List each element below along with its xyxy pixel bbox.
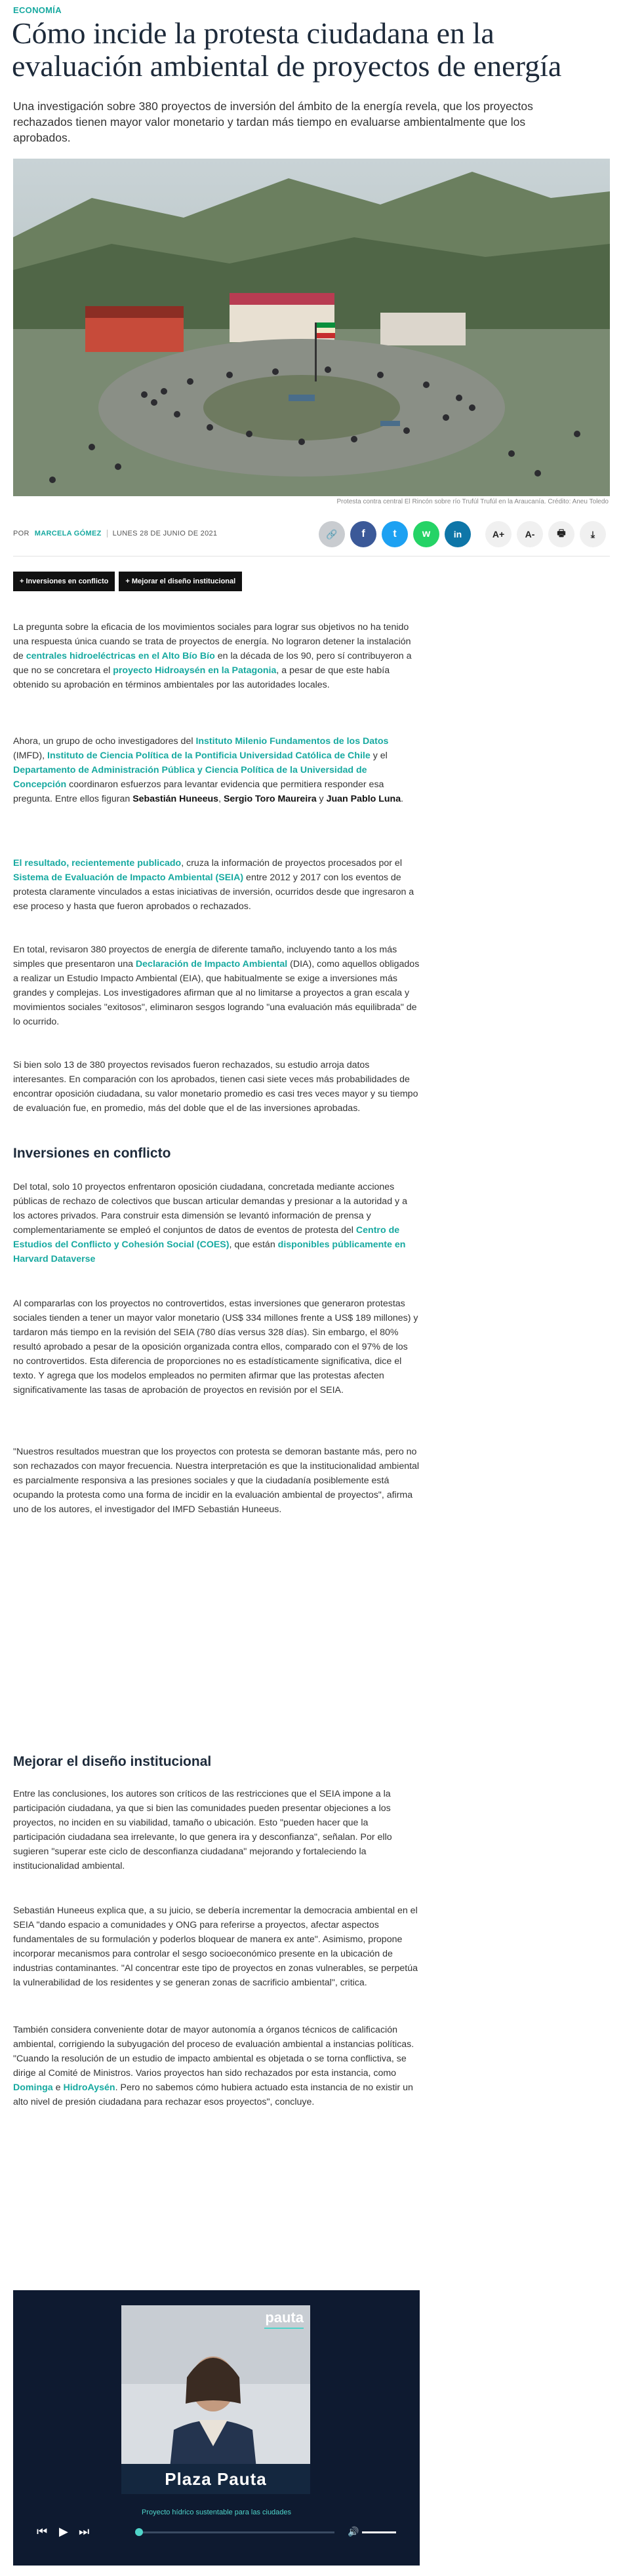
author-name: Sergio Toro Maureira xyxy=(223,794,317,804)
article-headline: Cómo incide la protesta ciudadana en la evaluación ambiental de proyectos de energía xyxy=(12,16,562,83)
text: En total, revisaron 380 proyectos de energía de diferente tamaño, incluyendo tanto a los más simples que presentaron una xyxy=(13,945,397,969)
whatsapp-icon[interactable]: w xyxy=(413,521,439,547)
text: (DIA), como aquellos obligados a realizar un Estudio Impacto Ambiental (EIA), que habitualmente se exige a inversiones más grandes y complejas. Los investigadores afirman que al no limitarse a proyectos a gran escala y movimientos sociales "exitosos", eliminaron sesgos logrando "una evaluación más equilibrada" de lo ocurrido. xyxy=(13,959,420,1027)
paragraph-3 xyxy=(13,856,420,914)
link-coes[interactable]: Centro de Estudios del Conflicto y Cohesión Social (COES) xyxy=(13,1225,400,1250)
paragraph-4 xyxy=(13,943,420,1029)
byline xyxy=(13,530,217,537)
heading-mejorar-diseno-institucional: Mejorar el diseño institucional xyxy=(13,1754,212,1769)
link-hidroaysen-2[interactable]: HidroAysén xyxy=(63,2082,115,2093)
link-udec[interactable]: Departamento de Administración Pública y Ciencia Política de la Universidad de Concepción xyxy=(13,765,367,790)
text: La pregunta sobre la eficacia de los movimientos sociales para lograr sus objetivos no ha tenido una respuesta única cuando se trata de proyectos de energía. No lograron detener la instalación de xyxy=(13,622,411,661)
paragraph-2 xyxy=(13,734,420,806)
text: , que están xyxy=(229,1239,278,1250)
episode-title[interactable]: Proyecto hídrico sustentable para las ciudades xyxy=(141,2508,292,2516)
font-increase-button[interactable]: A+ xyxy=(485,521,512,547)
brand-wave-icon xyxy=(264,2328,304,2329)
section-chips xyxy=(13,572,242,591)
text: , xyxy=(218,794,224,804)
volume-icon[interactable]: 🔊 xyxy=(348,2526,359,2537)
link-icon[interactable]: 🔗 xyxy=(319,521,345,547)
text: . xyxy=(401,794,404,804)
paragraph-11 xyxy=(13,2023,420,2109)
paragraph-7: Al compararlas con los proyectos no controvertidos, estas inversiones que generaron protestas sociales tienden a tener un mayor valor monetario (US$ 334 millones frente a US$ 189 millones) y tardaron más tiempo en la revisión del SEIA (780 días versus 328 días). Sin embargo, el 80% resultó aprobado a pesar de la oposición organizada contra ellos, comparado con el 97% de los no controvertidos. Esta diferencia de proporciones no es estadísticamente significativa, dice el texto. Y agrega que los modelos empleados no permiten afirmar que las protestas afecten significativamente las tasas de aprobación de proyectos en revisión por el SEIA. xyxy=(13,1298,418,1395)
skip-back-icon[interactable]: ⏮ xyxy=(37,2525,48,2538)
paragraph-1 xyxy=(13,620,420,692)
skip-forward-icon[interactable]: ⏭ xyxy=(79,2525,90,2538)
text: coordinaron esfuerzos para levantar evidencia que permitiera responder esa pregunta. Entre ellos figuran xyxy=(13,779,384,804)
paragraph-10: Sebastián Huneeus explica que, a su juicio, se debería incrementar la democracia ambiental en el SEIA "dando espacio a comunidades y ONG para referirse a proyectos, afectar aspectos fundamentales de su formulación y poderlos bloquear de manera ex ante". Asimismo, propone incorporar mecanismos para controlar el sesgo socioeconómico presente en la ubicación de industrias contaminantes. "Al concentrar este tipo de proyectos en zonas vulnerables, se perpetúa la vulnerabilidad de los residentes y se generan zonas de sacrificio ambiental", critica. xyxy=(13,1905,418,1988)
section-label[interactable]: ECONOMÍA xyxy=(13,5,62,15)
font-decrease-button[interactable]: A- xyxy=(517,521,543,547)
text: entre 2012 y 2017 con los eventos de protesta claramente vinculados a estas iniciativas de inversión, ocurridos desde que ingresaron a ese proceso y hasta que fueron aprobados o rechazados. xyxy=(13,872,414,912)
progress-bar[interactable] xyxy=(138,2531,334,2533)
paragraph-9: Entre las conclusiones, los autores son críticos de las restricciones que el SEIA impone a la participación ciudadana, ya que si bien las comunidades pueden presentar objeciones a los proyectos, no inciden en su viabilidad, tamaño o ubicación. Esto "pueden hacer que la participación ciudadana sea irrelevante, lo que genera ira y desconfianza", señalan. Por ello sugieren "superar este ciclo de desconfianza ciudadana" mejorando y fortaleciendo la institucionalidad ambiental. xyxy=(13,1789,392,1871)
text: También considera conveniente dotar de mayor autonomía a órganos técnicos de calificación ambiental, corrigiendo la subyugación del proceso de evaluación ambiental a instancias políticas. "Cuando la resolución de un estudio de impacto ambiental es objetada o se torna conflictiva, se dirige al Comité de Ministros. Varios proyectos han sido rechazados por esta instancia, como xyxy=(13,2025,414,2078)
text: (IMFD), xyxy=(13,751,48,761)
print-icon[interactable]: 🖶 xyxy=(548,521,574,547)
podcast-show-title: Plaza Pauta xyxy=(121,2464,310,2494)
link-icp-puc[interactable]: Instituto de Ciencia Política de la Pontificia Universidad Católica de Chile xyxy=(47,751,371,761)
link-dia[interactable]: Declaración de Impacto Ambiental xyxy=(135,959,288,969)
hero-image xyxy=(13,159,610,496)
text: . Pero no sabemos cómo hubiera actuado esta instancia de no existir un alto nivel de presión ciudadana para rechazar esos proyectos", concluye. xyxy=(13,2082,413,2107)
facebook-icon[interactable]: f xyxy=(350,521,376,547)
podcast-cover xyxy=(121,2305,310,2494)
link-hidroaysen[interactable]: proyecto Hidroaysén en la Patagonia xyxy=(113,665,277,676)
paragraph-8: "Nuestros resultados muestran que los proyectos con protesta se demoran bastante más, pero no son rechazados con mayor frecuencia. Nuestra interpretación es que la institucionalidad ambiental es parcialmente responsiva a las presiones sociales y que la ciudadanía posiblemente está ocupando la protesta como una forma de incidir en la evaluación ambiental de proyectos", afirma uno de los autores, el investigador del IMFD Sebastián Huneeus. xyxy=(13,1447,420,1515)
byline-prefix: POR xyxy=(13,530,30,537)
progress-handle[interactable] xyxy=(135,2528,143,2536)
volume-slider[interactable] xyxy=(362,2531,396,2533)
author-link[interactable]: MARCELA GÓMEZ xyxy=(34,530,102,537)
link-harvard-dataverse[interactable]: disponibles públicamente en Harvard Dataverse xyxy=(13,1239,406,1264)
chip-inversiones-en-conflicto[interactable]: + Inversiones en conflicto xyxy=(13,572,115,591)
share-bar xyxy=(319,521,471,547)
text: e xyxy=(52,2082,64,2093)
author-name: Juan Pablo Luna xyxy=(326,794,401,804)
text: Ahora, un grupo de ocho investigadores del xyxy=(13,736,196,747)
paragraph-5: Si bien solo 13 de 380 proyectos revisados fueron rechazados, su estudio arroja datos interesantes. En comparación con los aprobados, tienen casi siete veces más probabilidades de encontrar oposición ciudadana, su valor monetario promedio es casi tres veces mayor y su tiempo de evaluación fue, en promedio, más del doble que el de las inversiones aprobadas. xyxy=(13,1060,418,1114)
link-alto-bio-bio[interactable]: centrales hidroeléctricas en el Alto Bío Bío xyxy=(26,651,215,661)
twitter-icon[interactable]: t xyxy=(382,521,408,547)
podcast-brand: pauta xyxy=(265,2309,304,2326)
text: Del total, solo 10 proyectos enfrentaron oposición ciudadana, concretada mediante acciones públicas de rechazo de colectivos que buscan articular demandas y presionar a la autoridad y a los actores privados. Para construir esta dimensión se levantó información de prensa y complementariamente se empleó el conjuntos de datos de eventos de protesta del xyxy=(13,1182,407,1236)
text: , cruza la información de proyectos procesados por el xyxy=(181,858,402,868)
heading-inversiones-en-conflicto: Inversiones en conflicto xyxy=(13,1146,171,1161)
link-dominga[interactable]: Dominga xyxy=(13,2082,53,2093)
reader-tools xyxy=(485,521,606,547)
text: y el xyxy=(370,751,388,761)
article-subtitle: Una investigación sobre 380 proyectos de inversión del ámbito de la energía revela, que los proyectos rechazados tienen mayor valor monetario y tardan más tiempo en evaluarse ambientalmente que los aprobados. xyxy=(13,100,533,144)
podcast-player xyxy=(13,2290,420,2566)
text: y xyxy=(316,794,327,804)
chip-mejorar-diseno-institucional[interactable]: + Mejorar el diseño institucional xyxy=(119,572,242,591)
download-icon[interactable]: ⤓ xyxy=(580,521,606,547)
link-imfd[interactable]: Instituto Milenio Fundamentos de los Datos xyxy=(195,736,389,747)
link-seia[interactable]: Sistema de Evaluación de Impacto Ambiental (SEIA) xyxy=(13,872,244,883)
author-name: Sebastián Huneeus xyxy=(132,794,219,804)
publish-date: LUNES 28 DE JUNIO DE 2021 xyxy=(112,530,218,537)
hero-caption: Protesta contra central El Rincón sobre río Trufúl Trufúl en la Araucanía. Crédito: Aneu Toledo xyxy=(336,498,609,505)
link-resultado[interactable]: El resultado, recientemente publicado xyxy=(13,858,182,868)
linkedin-icon[interactable]: in xyxy=(445,521,471,547)
text: en la década de los 90, pero sí contribuyeron a que no se concretara el xyxy=(13,651,412,676)
paragraph-6 xyxy=(13,1180,420,1266)
play-icon[interactable]: ▶ xyxy=(59,2525,68,2538)
byline-divider xyxy=(107,530,108,537)
text: , a pesar de que este había obtenido su aprobación en términos ambientales por las autoridades locales. xyxy=(13,665,390,690)
